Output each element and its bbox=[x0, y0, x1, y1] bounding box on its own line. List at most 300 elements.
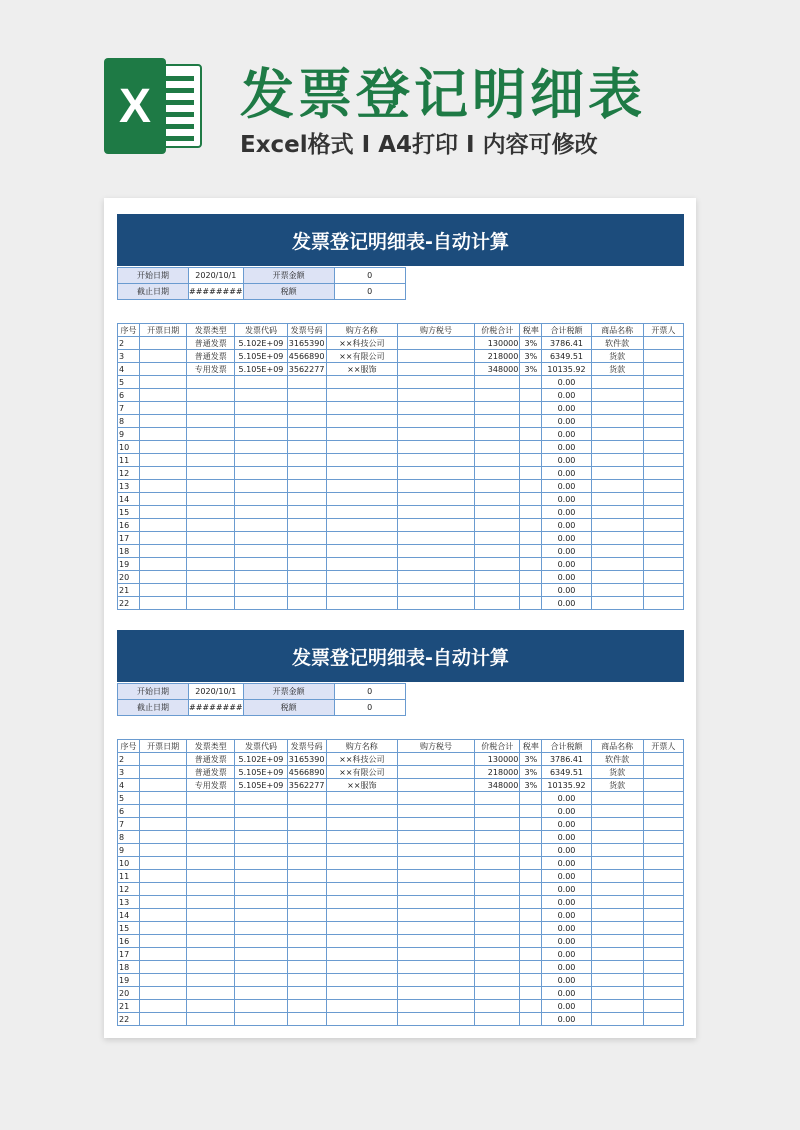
table-cell bbox=[591, 467, 643, 480]
start-date-value: 2020/10/1 bbox=[189, 268, 244, 284]
table-cell: 12 bbox=[118, 883, 140, 896]
table-cell: 5.102E+09 bbox=[235, 753, 287, 766]
table-cell: 普通发票 bbox=[187, 337, 235, 350]
table-cell: 10135.92 bbox=[542, 779, 591, 792]
table-cell bbox=[591, 870, 643, 883]
table-cell bbox=[235, 935, 287, 948]
table-cell: 0.00 bbox=[542, 402, 591, 415]
table-cell bbox=[591, 792, 643, 805]
table-cell bbox=[397, 571, 474, 584]
tax-value: 0 bbox=[334, 700, 405, 716]
table-cell bbox=[475, 857, 520, 870]
table-cell bbox=[591, 454, 643, 467]
table-cell bbox=[235, 974, 287, 987]
table-cell bbox=[397, 389, 474, 402]
table-cell bbox=[397, 1000, 474, 1013]
table-cell: 软件款 bbox=[591, 753, 643, 766]
end-date-value: ######## bbox=[189, 284, 244, 300]
table-cell bbox=[520, 480, 542, 493]
table-cell bbox=[520, 805, 542, 818]
start-date-label: 开始日期 bbox=[118, 268, 189, 284]
table-cell: 5.105E+09 bbox=[235, 766, 287, 779]
table-cell bbox=[187, 896, 235, 909]
amount-value: 0 bbox=[334, 684, 405, 700]
table-header-row bbox=[118, 740, 684, 753]
table-cell bbox=[187, 935, 235, 948]
table-row bbox=[118, 831, 684, 844]
column-header: 序号 bbox=[118, 324, 140, 337]
table-cell: 0.00 bbox=[542, 831, 591, 844]
table-cell bbox=[520, 415, 542, 428]
table-cell: 普通发票 bbox=[187, 766, 235, 779]
table-cell: 20 bbox=[118, 987, 140, 1000]
table-cell bbox=[397, 753, 474, 766]
column-header: 开票日期 bbox=[140, 740, 187, 753]
table-cell bbox=[287, 935, 326, 948]
table-cell bbox=[235, 402, 287, 415]
table-cell bbox=[475, 493, 520, 506]
table-cell bbox=[235, 857, 287, 870]
table-cell bbox=[187, 883, 235, 896]
table-cell: 0.00 bbox=[542, 519, 591, 532]
table-cell bbox=[643, 948, 683, 961]
table-cell bbox=[475, 844, 520, 857]
table-cell bbox=[326, 909, 397, 922]
table-cell bbox=[235, 987, 287, 1000]
table-cell bbox=[235, 844, 287, 857]
table-cell: 5.105E+09 bbox=[235, 363, 287, 376]
table-cell bbox=[591, 961, 643, 974]
summary-row bbox=[118, 284, 406, 300]
table-cell bbox=[140, 350, 187, 363]
table-cell bbox=[326, 896, 397, 909]
table-cell bbox=[475, 519, 520, 532]
table-cell bbox=[397, 779, 474, 792]
table-cell bbox=[187, 441, 235, 454]
table-cell bbox=[591, 532, 643, 545]
table-cell bbox=[520, 1013, 542, 1026]
table-cell: 0.00 bbox=[542, 428, 591, 441]
table-cell: 普通发票 bbox=[187, 350, 235, 363]
table-cell bbox=[475, 389, 520, 402]
table-cell bbox=[397, 935, 474, 948]
table-cell: 0.00 bbox=[542, 961, 591, 974]
table-cell bbox=[326, 948, 397, 961]
table-cell: 专用发票 bbox=[187, 363, 235, 376]
table-cell bbox=[397, 857, 474, 870]
table-cell: 9 bbox=[118, 428, 140, 441]
table-cell bbox=[643, 766, 683, 779]
table-cell bbox=[287, 961, 326, 974]
table-row bbox=[118, 883, 684, 896]
sheet-block-2 bbox=[117, 630, 684, 1026]
table-cell bbox=[140, 883, 187, 896]
table-cell bbox=[140, 818, 187, 831]
table-cell bbox=[140, 584, 187, 597]
table-cell bbox=[397, 402, 474, 415]
table-cell: 19 bbox=[118, 974, 140, 987]
table-cell bbox=[643, 883, 683, 896]
table-cell bbox=[187, 974, 235, 987]
table-row bbox=[118, 753, 684, 766]
table-cell: 3 bbox=[118, 766, 140, 779]
table-cell bbox=[287, 441, 326, 454]
table-cell bbox=[475, 805, 520, 818]
table-cell bbox=[326, 870, 397, 883]
table-cell: ××有限公司 bbox=[326, 350, 397, 363]
table-row bbox=[118, 818, 684, 831]
table-cell bbox=[397, 844, 474, 857]
table-row bbox=[118, 974, 684, 987]
table-cell bbox=[140, 454, 187, 467]
table-cell bbox=[140, 415, 187, 428]
table-cell: 348000 bbox=[475, 363, 520, 376]
table-cell bbox=[235, 922, 287, 935]
table-cell bbox=[235, 545, 287, 558]
table-cell bbox=[643, 974, 683, 987]
table-cell bbox=[287, 376, 326, 389]
table-cell bbox=[187, 792, 235, 805]
table-cell bbox=[520, 402, 542, 415]
table-cell: 0.00 bbox=[542, 454, 591, 467]
table-cell: 21 bbox=[118, 584, 140, 597]
table-cell bbox=[140, 532, 187, 545]
table-cell bbox=[326, 493, 397, 506]
table-cell: 8 bbox=[118, 415, 140, 428]
table-cell: 货款 bbox=[591, 766, 643, 779]
table-cell bbox=[287, 428, 326, 441]
page-subtitle: Excel格式 I A4打印 I 内容可修改 bbox=[240, 132, 598, 158]
table-cell bbox=[397, 818, 474, 831]
table-cell: 0.00 bbox=[542, 857, 591, 870]
table-cell bbox=[235, 831, 287, 844]
table-cell bbox=[643, 415, 683, 428]
column-header: 合计税额 bbox=[542, 324, 591, 337]
table-row bbox=[118, 961, 684, 974]
table-cell bbox=[397, 337, 474, 350]
table-cell bbox=[235, 584, 287, 597]
table-cell bbox=[235, 818, 287, 831]
table-cell bbox=[520, 896, 542, 909]
table-cell bbox=[643, 987, 683, 1000]
table-cell bbox=[643, 363, 683, 376]
table-cell bbox=[520, 1000, 542, 1013]
table-cell: 7 bbox=[118, 818, 140, 831]
table-cell: 12 bbox=[118, 467, 140, 480]
table-cell bbox=[475, 909, 520, 922]
table-cell bbox=[326, 857, 397, 870]
table-cell bbox=[287, 792, 326, 805]
table-cell: 6 bbox=[118, 389, 140, 402]
table-cell bbox=[287, 948, 326, 961]
table-cell bbox=[287, 389, 326, 402]
table-cell bbox=[187, 454, 235, 467]
table-cell bbox=[235, 428, 287, 441]
table-cell bbox=[287, 454, 326, 467]
table-cell: 3786.41 bbox=[542, 753, 591, 766]
column-header: 价税合计 bbox=[475, 324, 520, 337]
table-cell bbox=[235, 896, 287, 909]
table-cell: 3% bbox=[520, 779, 542, 792]
table-cell bbox=[520, 454, 542, 467]
column-header: 发票代码 bbox=[235, 324, 287, 337]
table-cell bbox=[287, 1000, 326, 1013]
table-cell: 4 bbox=[118, 363, 140, 376]
table-cell bbox=[326, 987, 397, 1000]
table-row bbox=[118, 922, 684, 935]
table-cell bbox=[187, 948, 235, 961]
table-cell bbox=[643, 831, 683, 844]
table-cell bbox=[326, 974, 397, 987]
table-cell bbox=[287, 402, 326, 415]
table-cell bbox=[397, 831, 474, 844]
table-cell bbox=[140, 844, 187, 857]
table-cell bbox=[397, 597, 474, 610]
table-cell: 5.102E+09 bbox=[235, 337, 287, 350]
table-cell bbox=[475, 415, 520, 428]
table-cell bbox=[326, 558, 397, 571]
table-cell bbox=[287, 922, 326, 935]
table-cell bbox=[326, 844, 397, 857]
table-cell bbox=[326, 818, 397, 831]
table-cell bbox=[235, 948, 287, 961]
table-cell bbox=[235, 519, 287, 532]
table-cell bbox=[326, 519, 397, 532]
table-cell bbox=[140, 766, 187, 779]
table-cell bbox=[235, 571, 287, 584]
table-cell bbox=[140, 948, 187, 961]
table-cell bbox=[326, 532, 397, 545]
table-cell bbox=[643, 935, 683, 948]
table-cell: ××服饰 bbox=[326, 363, 397, 376]
table-cell bbox=[187, 987, 235, 1000]
table-cell: 6 bbox=[118, 805, 140, 818]
table-cell bbox=[591, 896, 643, 909]
table-cell bbox=[235, 415, 287, 428]
table-cell bbox=[475, 558, 520, 571]
table-cell bbox=[520, 584, 542, 597]
table-cell bbox=[520, 831, 542, 844]
table-cell: 16 bbox=[118, 519, 140, 532]
table-cell bbox=[591, 909, 643, 922]
table-cell bbox=[591, 805, 643, 818]
table-cell bbox=[140, 363, 187, 376]
table-cell bbox=[187, 805, 235, 818]
table-cell: 4566890 bbox=[288, 767, 325, 777]
table-cell bbox=[520, 441, 542, 454]
table-cell bbox=[326, 1013, 397, 1026]
table-cell bbox=[187, 428, 235, 441]
table-cell bbox=[643, 909, 683, 922]
table-cell bbox=[187, 558, 235, 571]
table-cell: 3% bbox=[520, 363, 542, 376]
table-cell bbox=[326, 545, 397, 558]
table-cell: ××服饰 bbox=[326, 779, 397, 792]
table-cell bbox=[591, 545, 643, 558]
table-cell bbox=[643, 532, 683, 545]
table-cell bbox=[187, 818, 235, 831]
table-cell bbox=[140, 987, 187, 1000]
table-cell bbox=[326, 376, 397, 389]
table-cell bbox=[591, 935, 643, 948]
table-cell bbox=[397, 519, 474, 532]
table-cell bbox=[397, 532, 474, 545]
table-cell bbox=[475, 935, 520, 948]
table-cell bbox=[591, 558, 643, 571]
table-cell bbox=[140, 389, 187, 402]
table-cell: 0.00 bbox=[542, 467, 591, 480]
column-header: 购方名称 bbox=[326, 324, 397, 337]
table-cell bbox=[187, 467, 235, 480]
table-row bbox=[118, 337, 684, 350]
amount-value: 0 bbox=[334, 268, 405, 284]
table-cell bbox=[140, 870, 187, 883]
table-cell bbox=[643, 493, 683, 506]
column-header: 合计税额 bbox=[542, 740, 591, 753]
table-cell bbox=[475, 584, 520, 597]
table-cell bbox=[140, 506, 187, 519]
table-cell bbox=[187, 831, 235, 844]
table-cell: 0.00 bbox=[542, 896, 591, 909]
table-cell bbox=[475, 545, 520, 558]
table-cell: 16 bbox=[118, 935, 140, 948]
table-cell bbox=[235, 805, 287, 818]
table-row bbox=[118, 1000, 684, 1013]
table-cell: 10135.92 bbox=[542, 363, 591, 376]
table-row bbox=[118, 870, 684, 883]
table-cell bbox=[643, 779, 683, 792]
table-cell bbox=[235, 597, 287, 610]
table-cell bbox=[140, 1013, 187, 1026]
spreadsheet-preview bbox=[104, 198, 696, 1038]
table-cell bbox=[520, 493, 542, 506]
table-cell bbox=[187, 571, 235, 584]
amount-label: 开票金额 bbox=[243, 268, 334, 284]
table-cell bbox=[643, 558, 683, 571]
table-cell bbox=[287, 467, 326, 480]
table-cell bbox=[520, 974, 542, 987]
table-cell bbox=[591, 974, 643, 987]
table-cell bbox=[520, 532, 542, 545]
table-row bbox=[118, 454, 684, 467]
table-cell bbox=[475, 883, 520, 896]
table-cell bbox=[287, 519, 326, 532]
table-cell: 3165390 bbox=[288, 338, 325, 348]
table-cell bbox=[397, 584, 474, 597]
table-cell: 13 bbox=[118, 896, 140, 909]
table-cell bbox=[140, 896, 187, 909]
column-header: 开票人 bbox=[643, 324, 683, 337]
table-cell: 218000 bbox=[475, 350, 520, 363]
table-cell: 软件款 bbox=[591, 337, 643, 350]
table-cell: 0.00 bbox=[542, 480, 591, 493]
table-cell bbox=[397, 961, 474, 974]
table-cell bbox=[287, 571, 326, 584]
table-cell: 9 bbox=[118, 844, 140, 857]
table-cell: 货款 bbox=[591, 350, 643, 363]
table-cell bbox=[326, 597, 397, 610]
table-cell bbox=[235, 376, 287, 389]
table-cell: 0.00 bbox=[542, 844, 591, 857]
table-cell bbox=[520, 844, 542, 857]
table-cell: 0.00 bbox=[542, 883, 591, 896]
table-cell bbox=[643, 337, 683, 350]
table-cell bbox=[643, 818, 683, 831]
table-cell: 11 bbox=[118, 454, 140, 467]
table-cell bbox=[591, 480, 643, 493]
table-cell bbox=[591, 506, 643, 519]
table-cell: 专用发票 bbox=[187, 779, 235, 792]
table-cell bbox=[287, 818, 326, 831]
table-cell: 0.00 bbox=[542, 558, 591, 571]
table-cell: 15 bbox=[118, 922, 140, 935]
table-cell bbox=[643, 1013, 683, 1026]
table-row bbox=[118, 584, 684, 597]
table-cell bbox=[187, 922, 235, 935]
table-cell bbox=[643, 584, 683, 597]
column-header: 商品名称 bbox=[591, 324, 643, 337]
table-cell: 0.00 bbox=[542, 441, 591, 454]
table-cell bbox=[140, 831, 187, 844]
table-cell bbox=[591, 948, 643, 961]
table-row bbox=[118, 909, 684, 922]
amount-label: 开票金额 bbox=[243, 684, 334, 700]
table-cell bbox=[475, 532, 520, 545]
column-header: 发票号码 bbox=[287, 740, 326, 753]
table-cell: 20 bbox=[118, 571, 140, 584]
table-row bbox=[118, 1013, 684, 1026]
table-cell bbox=[235, 792, 287, 805]
table-cell bbox=[643, 844, 683, 857]
table-cell bbox=[397, 896, 474, 909]
table-cell bbox=[520, 948, 542, 961]
table-cell bbox=[140, 974, 187, 987]
table-cell bbox=[287, 987, 326, 1000]
table-cell: 3562277 bbox=[288, 364, 325, 374]
summary-row bbox=[118, 700, 406, 716]
table-cell bbox=[475, 597, 520, 610]
table-cell bbox=[643, 857, 683, 870]
table-cell: 3165390 bbox=[288, 754, 325, 764]
table-cell bbox=[287, 558, 326, 571]
column-header: 税率 bbox=[520, 740, 542, 753]
end-date-label: 截止日期 bbox=[118, 284, 189, 300]
table-cell bbox=[235, 493, 287, 506]
summary-table bbox=[117, 683, 406, 716]
table-row bbox=[118, 480, 684, 493]
column-header: 价税合计 bbox=[475, 740, 520, 753]
table-cell bbox=[591, 844, 643, 857]
table-cell bbox=[397, 415, 474, 428]
table-cell bbox=[140, 493, 187, 506]
table-cell bbox=[520, 389, 542, 402]
table-cell bbox=[643, 753, 683, 766]
table-cell bbox=[287, 870, 326, 883]
table-cell bbox=[397, 363, 474, 376]
column-header: 发票类型 bbox=[187, 324, 235, 337]
table-cell bbox=[643, 571, 683, 584]
table-cell: 5.105E+09 bbox=[235, 350, 287, 363]
table-cell bbox=[397, 974, 474, 987]
table-cell: 3562277 bbox=[288, 780, 325, 790]
start-date-value: 2020/10/1 bbox=[189, 684, 244, 700]
table-row bbox=[118, 558, 684, 571]
table-cell bbox=[287, 805, 326, 818]
table-row bbox=[118, 467, 684, 480]
table-cell bbox=[287, 415, 326, 428]
table-cell bbox=[235, 532, 287, 545]
tax-label: 税额 bbox=[243, 284, 334, 300]
